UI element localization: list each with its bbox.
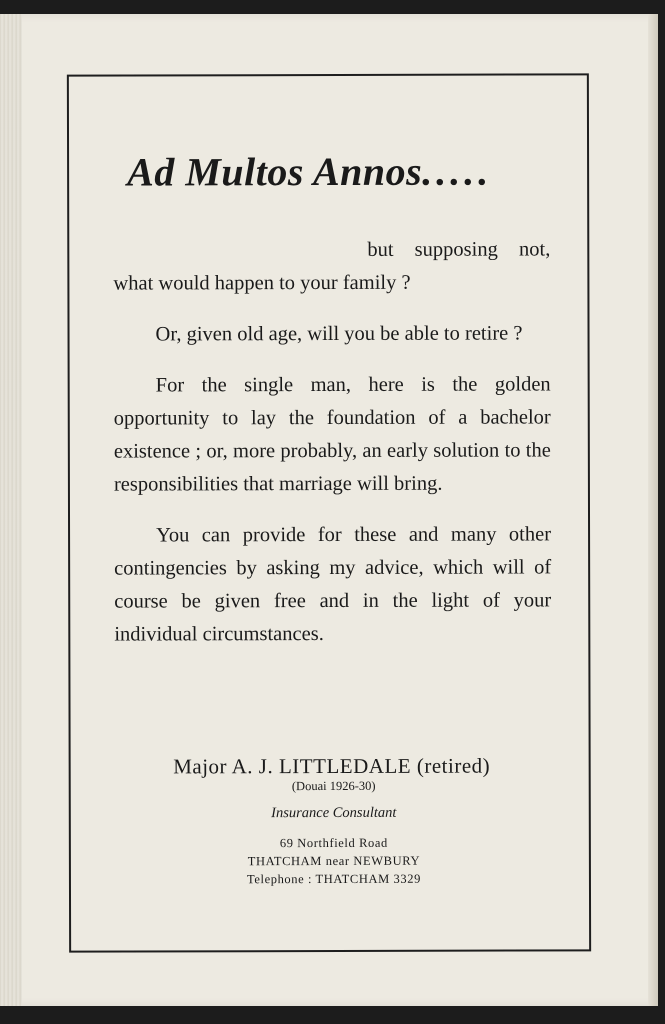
advert-title-text: Ad Multos Annos [127,148,423,195]
consultant-years: (Douai 1926-30) [291,778,376,794]
consultant-name: Major A. J. LITTLEDALE (retired) [173,753,491,779]
consultant-role: Insurance Consultant [271,804,397,822]
paragraph-2: Or, given old age, will you be able to retire ? [155,322,523,346]
telephone: Telephone : THATCHAM 3329 [246,871,421,887]
address-line-2: THATCHAM near NEWBURY [247,853,421,869]
address-line-1: 69 Northfield Road [279,835,388,851]
paragraph-4: You can provide for these and many other contingencies by asking my advice, which will of course be given free and in the light of your individual circumstances. [114,523,552,646]
signature-block [71,753,589,888]
advert-body [113,233,551,669]
advert-frame [67,73,591,952]
book-page [0,14,658,1006]
contact-address [79,833,589,888]
advert-title-dots: ..... [422,148,493,194]
page-edges [0,14,22,1006]
advert-title [127,148,492,196]
page-right-edge [648,14,658,1006]
paragraph-1: but supposing not, what would happen to your family ? [113,238,551,295]
paragraph-3: For the single man, here is the golden opportunity to lay the foundation of a bachelor existence ; or, more probably, an early solution to the responsibilities that marriage will bring. [113,373,551,496]
